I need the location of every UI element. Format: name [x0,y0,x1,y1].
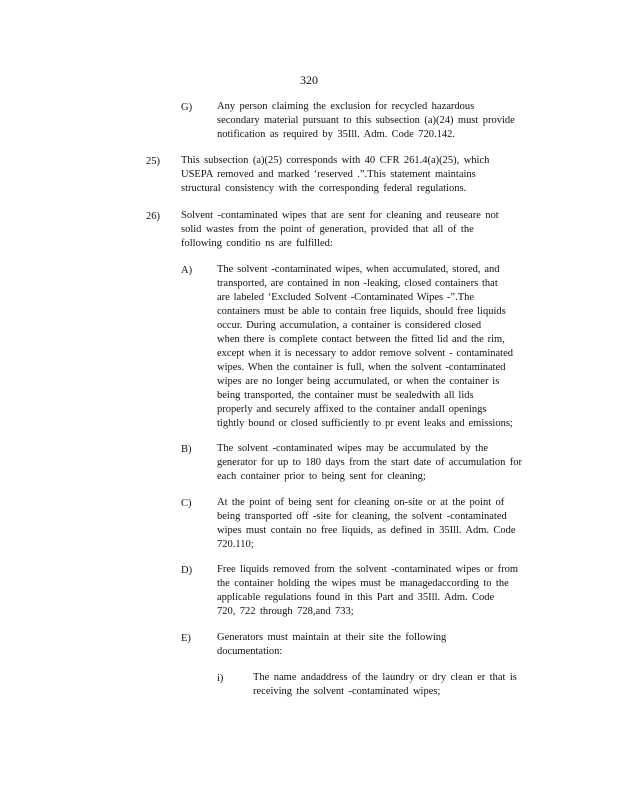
item-d-text [217,563,537,619]
text-line: secondary material pursuant to this subsection (a)(24) must provide [217,115,515,126]
item-label-e: E) [181,633,191,644]
text-line: wipes are no longer being accumulated, or when the container is [217,376,500,387]
text-line: Generators must maintain at their site the following [217,632,447,643]
text-line: wipes. When the container is full, when the solvent -contaminated [217,362,506,373]
text-line: except when it is necessary to addor remove solvent - contaminated [217,348,513,359]
text-line: properly and securely affixed to the container andall openings [217,404,487,415]
text-line: receiving the solvent -contaminated wipes; [253,686,441,697]
item-label-26: 26) [146,211,160,222]
text-line: applicable regulations found in this Part and 35Ill. Adm. Code [217,592,495,603]
text-line: wipes must contain no free liquids, as defined in 35Ill. Adm. Code [217,525,516,536]
item-g-text [217,100,537,142]
text-line: This subsection (a)(25) corresponds with 40 CFR 261.4(a)(25), which [181,155,490,166]
text-line: The name andaddress of the laundry or dry clean er that is [253,672,517,683]
text-line: are labeled ‘Excluded Solvent -Contaminated Wipes -”.The [217,292,475,303]
item-b-text [217,442,542,484]
text-line: documentation: [217,646,283,657]
text-line: being transported, the container must be sealedwith all lids [217,390,474,401]
item-a-text [217,263,537,431]
text-line: The solvent -contaminated wipes, when accumulated, stored, and [217,264,500,275]
item-label-c: C) [181,498,192,509]
text-line: notification as required by 35Ill. Adm. Code 720.142. [217,129,456,140]
item-25-text [181,154,521,196]
text-line: solid wastes from the point of generation, provided that all of the [181,224,474,235]
item-label-i: i) [217,673,224,684]
text-line: transported, are contained in non -leaking, closed containers that [217,278,498,289]
item-e-text [217,631,537,659]
item-label-a: A) [181,265,193,276]
item-label-d: D) [181,565,193,576]
text-line: Any person claiming the exclusion for recycled hazardous [217,101,475,112]
item-label-25: 25) [146,156,160,167]
text-line: when there is complete contact between the fitted lid and the rim, [217,334,505,345]
item-c-text [217,496,537,552]
item-label-b: B) [181,444,192,455]
item-i-text [253,671,538,699]
text-line: structural consistency with the corresponding federal regulations. [181,183,467,194]
text-line: generator for up to 180 days from the start date of accumulation for [217,457,523,468]
text-line: USEPA removed and marked ‘reserved .”.This statement maintains [181,169,476,180]
text-line: occur. During accumulation, a container is considered closed [217,320,482,331]
text-line: 720.110; [217,539,254,550]
item-26-text [181,209,521,251]
text-line: tightly bound or closed sufficiently to pr event leaks and emissions; [217,418,513,429]
item-label-g: G) [181,102,193,113]
text-line: Free liquids removed from the solvent -contaminated wipes or from [217,564,519,575]
text-line: being transported off -site for cleaning, the solvent -contaminated [217,511,507,522]
text-line: At the point of being sent for cleaning on-site or at the point of [217,497,505,508]
text-line: each container prior to being sent for cleaning; [217,471,426,482]
text-line: 720, 722 through 728,and 733; [217,606,354,617]
text-line: following conditio ns are fulfilled: [181,238,333,249]
text-line: containers must be able to contain free liquids, should free liquids [217,306,506,317]
text-line: the container holding the wipes must be managedaccording to the [217,578,509,589]
text-line: The solvent -contaminated wipes may be accumulated by the [217,443,488,454]
page-number: 320 [300,73,318,87]
text-line: Solvent -contaminated wipes that are sent for cleaning and reuseare not [181,210,499,221]
